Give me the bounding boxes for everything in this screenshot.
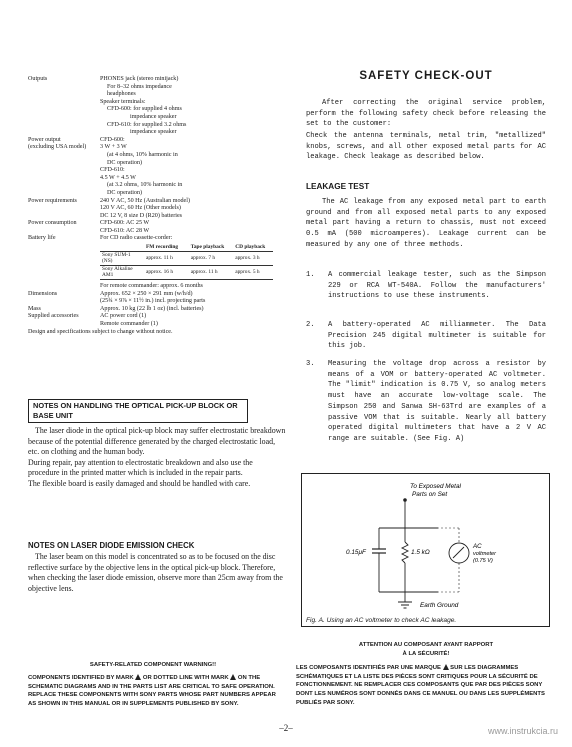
spec-value: 240 V AC, 50 Hz (Australian model)	[100, 197, 190, 204]
top-label-2: Parts on Set	[412, 491, 448, 498]
spec-value: Speaker terminals:	[100, 98, 146, 105]
spec-label	[28, 99, 100, 107]
spec-label	[28, 205, 100, 213]
spec-value: For 8–32 ohms impedance	[107, 83, 172, 90]
warning-text-b: OR DOTTED LINE WITH MARK	[142, 675, 229, 681]
spec-row	[28, 313, 273, 328]
table-cell: approx. 7 h	[189, 251, 233, 265]
safety-warning-french	[296, 641, 556, 707]
battery-table-wrap	[28, 244, 273, 280]
spec-row	[28, 198, 273, 221]
table-cell: approx. 5 h	[233, 265, 273, 279]
spec-value: Approx. 10 kg (22 lb 1 oz) (incl. batteries)	[100, 305, 204, 312]
spec-label: Battery life	[28, 235, 56, 242]
spec-row	[28, 283, 273, 291]
spec-label	[28, 84, 100, 92]
meter-needle	[453, 547, 464, 558]
laser-check-heading: NOTES ON LASER DIODE EMISSION CHECK	[28, 541, 195, 550]
resistor-value: 1.5 kΩ	[411, 549, 430, 556]
optical-paragraph-2: During repair, pay attention to electrostatic breakdown and also use the procedure in the printed matter which is included in the repair parts.	[28, 457, 253, 478]
spec-value: impedance speaker	[130, 129, 177, 136]
spec-row	[28, 235, 273, 243]
ground-label: Earth Ground	[420, 602, 459, 609]
spec-row	[28, 306, 273, 314]
spec-label: (excluding USA model)	[28, 144, 87, 151]
warning-body	[28, 674, 278, 708]
spec-label	[28, 129, 100, 137]
spec-row	[28, 220, 273, 235]
spec-value: 3 W + 3 W	[100, 144, 127, 151]
spec-label	[28, 122, 100, 130]
spec-note: Design and specifications subject to change without notice.	[28, 328, 173, 335]
spec-label	[28, 213, 100, 221]
spec-label	[28, 182, 100, 190]
terminal-dot	[403, 498, 407, 502]
spec-value: DC operation)	[107, 189, 143, 196]
spec-label	[28, 106, 100, 114]
optical-pickup-heading: NOTES ON HANDLING THE OPTICAL PICK-UP BLOCK OR BASE UNIT	[28, 399, 248, 423]
method-item-3	[306, 359, 546, 445]
spec-row	[28, 137, 273, 198]
safety-warning-english	[28, 662, 278, 708]
specifications-list	[28, 76, 273, 336]
safety-title: SAFETY CHECK-OUT	[359, 70, 493, 82]
safety-intro: After correcting the original service problem, perform the following safety check before releasing the set to the customer:	[306, 99, 546, 129]
warning-text-c: ON THE SCHEMATIC DIAGRAMS AND IN THE PARTS LIST ARE CRITICAL TO SAFE OPERATION. REPLACE THESE COMPONENTS WITH SONY PARTS WHOSE PART NUMBERS APPEAR AS SHOWN IN THIS MANUAL OR IN SUPPLEMENTS PUBLISHED BY SONY.	[28, 675, 276, 707]
spec-label: Power requirements	[28, 197, 77, 204]
spec-value: Remote commander (1)	[100, 321, 158, 327]
safety-intro-2: Check the antenna terminals, metal trim, "metallized" knobs, screws, and all other exposed metal parts for AC leakage. Check leakage as described below.	[306, 132, 546, 162]
spec-value: 120 V AC, 60 Hz (Other models)	[100, 205, 181, 212]
spec-label: Power output	[28, 136, 61, 143]
spec-value: DC 12 V, 8 size D (R20) batteries	[100, 212, 183, 219]
method-number: 1.	[306, 271, 315, 279]
spec-label	[28, 175, 100, 183]
table-header	[100, 244, 144, 251]
laser-check-text: The laser beam on this model is concentrated so as to be focused on the disc reflective surface by the objective lens in the optical pick-up block. Therefore, when checking the laser diode emission, observe more than 25cm away from the objective lens.	[28, 552, 283, 593]
spec-label: Dimensions	[28, 290, 58, 297]
optical-paragraph-3: The flexible board is easily damaged and should be handled with care.	[28, 478, 251, 488]
meter-label-2: voltmeter	[473, 551, 497, 557]
spec-label	[28, 152, 100, 160]
attention-mark-icon	[443, 664, 449, 670]
spec-value: PHONES jack (stereo minijack)	[100, 76, 179, 82]
table-header: CD playback	[235, 244, 266, 251]
method-item-1	[306, 270, 546, 302]
attention-text-a: LES COMPOSANTS IDENTIFIÉS PAR UNE MARQUE	[296, 665, 441, 672]
method-text: A battery-operated AC milliammeter. The Data Precision 245 digital multimeter is suitable for this job.	[328, 321, 546, 351]
optical-pickup-notes	[28, 426, 286, 490]
spec-label	[28, 167, 100, 175]
spec-label	[28, 321, 100, 329]
spec-value: CFD-610: AC 28 W	[100, 227, 150, 234]
circuit-diagram	[302, 474, 549, 626]
spec-value: (at 3.2 ohms, 10% harmonic in	[107, 182, 183, 189]
spec-label: Mass	[28, 305, 41, 312]
spec-label: Supplied accessories	[28, 313, 79, 320]
spec-value: Approx. 652 × 250 × 291 mm (w/h/d)	[100, 290, 193, 297]
table-row	[100, 251, 273, 265]
table-header: Tape playback	[190, 244, 225, 251]
spec-value: For remote commander: approx. 6 months	[100, 283, 203, 290]
spec-label	[28, 160, 100, 168]
table-header: FM recording	[145, 244, 179, 251]
spec-label	[28, 298, 100, 306]
table-cell: approx. 11 h	[189, 265, 233, 279]
spec-value: CFD-600:	[100, 136, 125, 143]
attention-title-2: À LA SÉCURITÉ!	[402, 650, 450, 657]
page-number: –2–	[279, 723, 293, 733]
spec-value: (25¾ × 9⅞ × 11½ in.) incl. projecting parts	[100, 298, 206, 305]
spec-label: Outputs	[28, 76, 48, 82]
table-row	[100, 265, 273, 279]
method-number: 3.	[306, 360, 315, 368]
warning-mark-icon	[230, 674, 236, 680]
warning-mark-icon	[135, 674, 141, 680]
method-text: Measuring the voltage drop across a resistor by means of a VOM or battery-operated AC voltmeter. The "limit" indication is 0.75 V, so analog meters must have an accurate low-voltage scale. The Simpson 250 and Sanwa SH-63Trd are examples of a passive VOM that is suitable. Nearly all battery operated digital multimeters that have a 2 V AC range are suitable. (See Fig. A)	[328, 360, 546, 443]
spec-label	[28, 91, 100, 99]
spec-label	[28, 283, 100, 291]
spec-label	[28, 114, 100, 122]
attention-body	[296, 664, 556, 707]
watermark-text: www.instrukcia.ru	[487, 726, 558, 736]
figure-caption: Fig. A. Using an AC voltmeter to check AC leakage.	[306, 617, 457, 624]
spec-value: impedance speaker	[130, 113, 177, 120]
table-cell: approx. 16 h	[144, 265, 189, 279]
spec-value: CFD-600: for supplied 4 ohms	[107, 106, 182, 113]
voltmeter-icon	[449, 543, 469, 563]
capacitor-value: 0.15μF	[346, 549, 366, 556]
table-cell: Sony Alkaline AM1	[100, 265, 144, 279]
method-text: A commercial leakage tester, such as the Simpson 229 or RCA WT-540A. Follow the manufacturers' instructions to use these instruments.	[328, 271, 546, 301]
table-cell: approx. 11 h	[144, 251, 189, 265]
spec-label: Power consumption	[28, 220, 77, 227]
meter-label-1: AC	[473, 543, 482, 550]
spec-value: CFD-600: AC 25 W	[100, 220, 150, 227]
spec-value: DC operation)	[107, 159, 143, 166]
leakage-test-text: The AC leakage from any exposed metal part to earth ground and from all exposed metal parts to any exposed metal part having a return to chassis, must not exceed 0.5 mA (500 microamperes). Leakage current can be measured by any one of three methods.	[306, 198, 546, 249]
top-label-1: To Exposed Metal	[410, 483, 461, 490]
table-cell: Sony SUM-1 (NS)	[100, 251, 144, 265]
warning-title: SAFETY-RELATED COMPONENT WARNING!!	[89, 662, 217, 668]
spec-value: headphones	[107, 91, 136, 98]
leakage-test-heading: LEAKAGE TEST	[306, 182, 370, 191]
optical-paragraph-1: The laser diode in the optical pick-up block may suffer electrostatic breakdown because of the potential difference generated by the charged electrostatic load, etc. on clothing and the human body.	[28, 426, 286, 457]
spec-value: CFD-610:	[100, 167, 125, 174]
spec-row	[28, 76, 273, 137]
spec-label	[28, 190, 100, 198]
method-item-2	[306, 320, 546, 352]
meter-label-3: (0.75 V)	[473, 558, 493, 564]
spec-value: 4.5 W + 4.5 W	[100, 174, 136, 181]
table-cell: approx. 3 h	[233, 251, 273, 265]
attention-title-1: ATTENTION AU COMPOSANT AYANT RAPPORT	[358, 642, 494, 648]
spec-value: (at 4 ohms, 10% harmonic in	[107, 151, 178, 158]
spec-value: CFD-610: for supplied 3.2 ohms	[107, 121, 187, 128]
battery-life-table	[100, 244, 273, 280]
resistor-symbol	[402, 542, 408, 563]
figure-a-leakage-circuit	[301, 473, 550, 627]
attention-text-b: SUR LES DIAGRAMMES SCHÉMATIQUES ET LA LISTE DES PIÈCES SONT CRITIQUES POUR LA SÉCURITÉ DE FONCTIONNEMENT. NE REMPLACER CES COMPOSANTS QUE PAR DES PIÈCES SONY DONT LES NUMÉROS SONT DONNÉS DANS CE MANUEL OU DANS LES SUPPLÉMENTS PUBLIÉS PAR SONY.	[296, 665, 545, 706]
spec-value: For CD radio cassette-corder:	[100, 235, 173, 242]
warning-text-a: COMPONENTS IDENTIFIED BY MARK	[28, 675, 134, 681]
spec-row	[28, 291, 273, 306]
method-number: 2.	[306, 321, 315, 329]
spec-value: AC power cord (1)	[100, 313, 147, 320]
